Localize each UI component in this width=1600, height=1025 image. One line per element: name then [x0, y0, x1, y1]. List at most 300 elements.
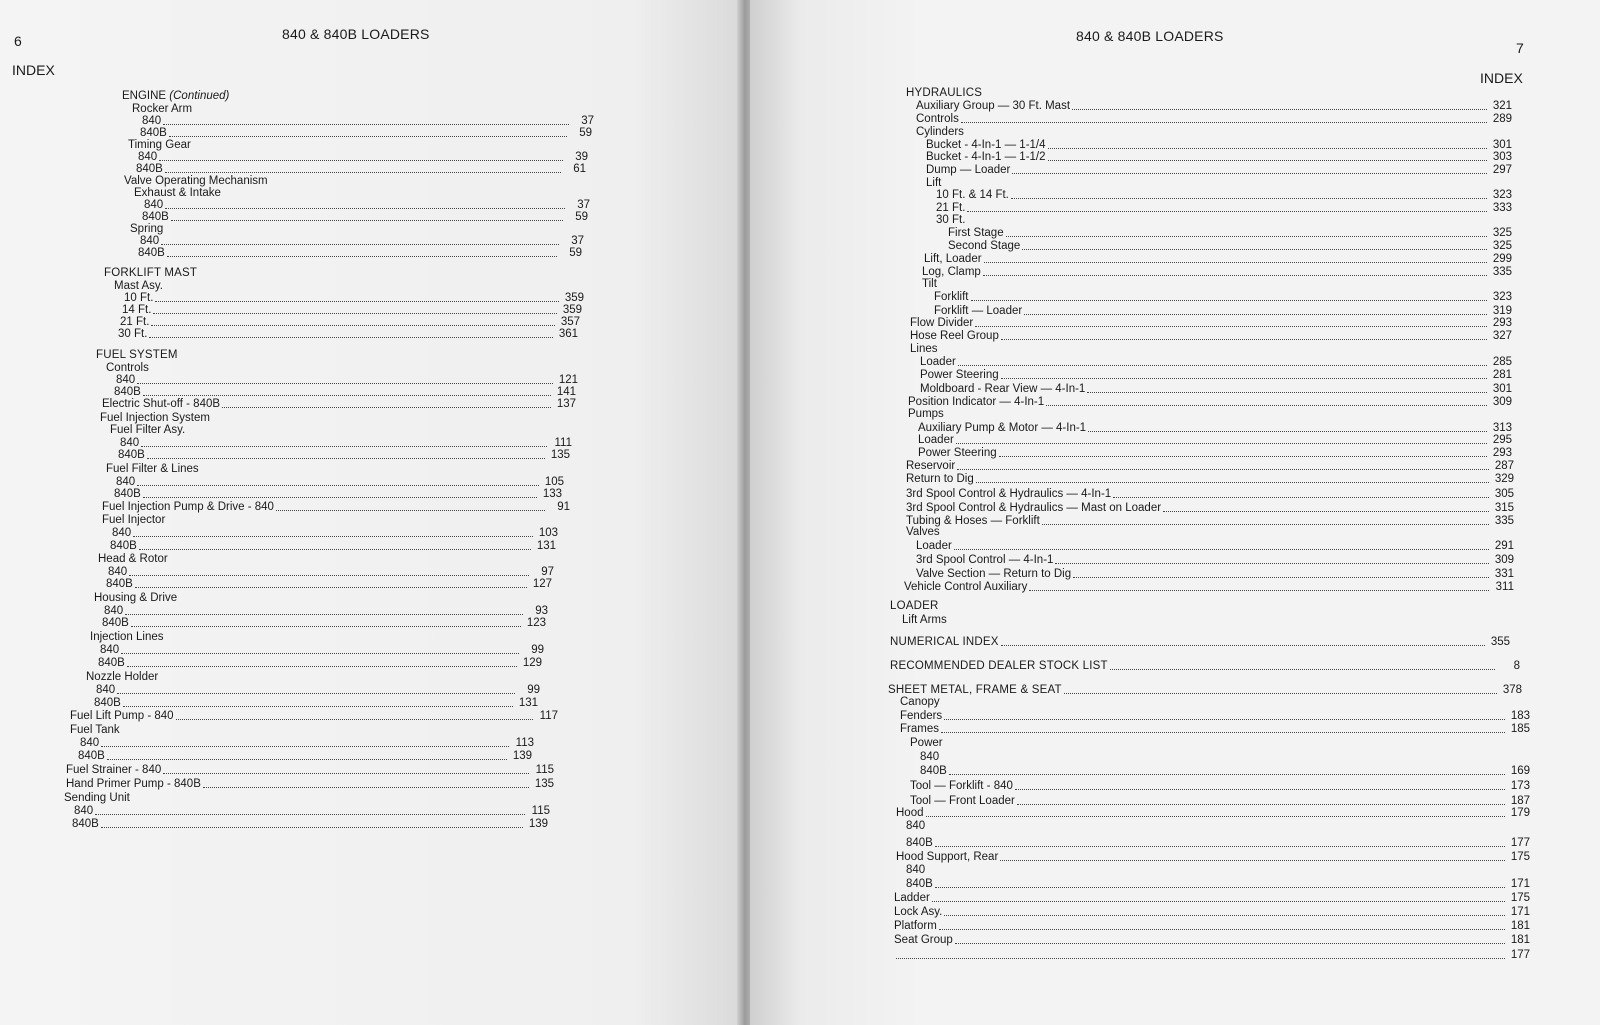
dot-leader — [1000, 860, 1505, 861]
index-entry-page: 111 — [554, 437, 572, 449]
index-entry — [920, 369, 1512, 382]
index-entry — [936, 189, 1512, 202]
index-entry — [936, 214, 1512, 227]
index-entry-label: Hood Support, Rear — [896, 851, 999, 863]
dot-leader — [127, 666, 517, 667]
index-entry-label: Spring — [130, 223, 164, 235]
index-entry-page: 129 — [522, 657, 542, 669]
index-entry-label: Fuel Lift Pump - 840 — [70, 710, 174, 722]
right-index-label: INDEX — [1480, 70, 1523, 86]
index-entry — [894, 934, 1530, 947]
index-entry-label: Second Stage — [948, 240, 1021, 252]
index-entry — [86, 671, 556, 684]
index-entry-label: 840 — [906, 864, 926, 876]
index-entry — [910, 330, 1512, 343]
index-entry-page: 313 — [1492, 422, 1512, 434]
index-entry — [94, 697, 538, 710]
index-entry-label: 3rd Spool Control & Hydraulics — 4-In-1 — [906, 488, 1112, 500]
index-entry — [906, 502, 1514, 515]
index-entry-label: Fenders — [900, 710, 943, 722]
dot-leader — [129, 575, 529, 576]
index-entry-label: 10 Ft. — [124, 292, 154, 304]
index-entry-page: 171 — [1510, 906, 1530, 918]
index-entry-label: Exhaust & Intake — [134, 187, 221, 199]
index-entry-label: Fuel Strainer - 840 — [66, 764, 162, 776]
index-entry-label: NUMERICAL INDEX — [890, 636, 999, 648]
index-entry-page: 293 — [1492, 447, 1512, 459]
right-page — [750, 0, 1600, 1025]
index-entry-page: 321 — [1492, 100, 1512, 112]
dot-leader — [276, 510, 545, 511]
left-page-number: 6 — [14, 33, 22, 49]
dot-leader — [1087, 392, 1487, 393]
index-entry — [926, 164, 1512, 177]
index-entry-label: 840B — [140, 127, 167, 139]
index-entry-page: 91 — [557, 501, 570, 513]
index-entry-label: 840B — [138, 247, 165, 259]
index-entry — [906, 87, 1306, 100]
index-entry-page: 61 — [573, 163, 586, 175]
index-entry-label: Auxiliary Group — 30 Ft. Mast — [916, 100, 1071, 112]
dot-leader — [1001, 645, 1485, 646]
index-entry-page: 139 — [512, 750, 532, 762]
index-entry-label: ENGINE (Continued) — [122, 90, 230, 102]
dot-leader — [954, 549, 1489, 550]
index-entry-label: 840B — [110, 540, 137, 552]
index-entry-page: 323 — [1492, 291, 1512, 303]
index-entry — [904, 581, 1514, 594]
dot-leader — [1072, 109, 1487, 110]
dot-leader — [163, 124, 569, 125]
index-entry-label: Fuel Injection System — [100, 412, 210, 424]
dot-leader — [151, 325, 555, 326]
index-entry — [906, 526, 1514, 539]
index-entry-label: Lock Asy. — [894, 906, 943, 918]
index-entry — [66, 778, 554, 791]
index-entry-label: Dump — Loader — [926, 164, 1011, 176]
index-entry — [920, 356, 1512, 369]
dot-leader — [1017, 804, 1505, 805]
index-entry — [114, 488, 562, 501]
index-entry-label: First Stage — [948, 227, 1004, 239]
index-entry-label: Tubing & Hoses — Forklift — [906, 515, 1040, 527]
index-entry-label: Loader — [916, 540, 952, 552]
index-entry-label: 840B — [906, 837, 933, 849]
index-entry — [924, 253, 1512, 266]
dot-leader — [971, 300, 1488, 301]
index-entry-page: 309 — [1494, 554, 1514, 566]
index-entry-page: 287 — [1494, 460, 1514, 472]
index-entry-label: 840 — [138, 151, 158, 163]
index-entry — [138, 247, 582, 260]
index-entry — [98, 553, 566, 566]
index-entry — [900, 723, 1530, 736]
index-entry-page: 169 — [1510, 765, 1530, 777]
index-entry — [900, 710, 1530, 723]
index-entry-label: Seat Group — [894, 934, 953, 946]
index-entry — [948, 240, 1512, 253]
index-entry-page: 293 — [1492, 317, 1512, 329]
dot-leader — [95, 814, 525, 815]
index-entry-label: 840 — [116, 374, 136, 386]
index-entry-label: 840 — [140, 235, 160, 247]
index-entry-page: 305 — [1494, 488, 1514, 500]
dot-leader — [161, 244, 559, 245]
index-entry — [910, 317, 1512, 330]
index-entry — [94, 592, 564, 605]
dot-leader — [143, 395, 551, 396]
dot-leader — [975, 326, 1487, 327]
index-entry — [916, 100, 1512, 113]
index-entry — [890, 636, 1510, 649]
index-entry-label: Reservoir — [906, 460, 956, 472]
index-entry-page: 327 — [1492, 330, 1512, 342]
dot-leader — [1015, 789, 1505, 790]
index-entry-page: 355 — [1490, 636, 1510, 648]
index-entry — [934, 291, 1512, 304]
index-entry-page: 8 — [1513, 660, 1520, 672]
index-entry-page: 131 — [536, 540, 556, 552]
index-entry-label: Mast Asy. — [114, 280, 163, 292]
index-entry-page: 137 — [556, 398, 576, 410]
index-entry-page: 325 — [1492, 240, 1512, 252]
index-entry — [910, 737, 1530, 750]
index-entry-page: 181 — [1510, 920, 1530, 932]
index-entry — [80, 737, 534, 750]
index-entry-label: 840B — [920, 765, 947, 777]
index-entry-label: 840 — [144, 199, 164, 211]
index-entry-page: 329 — [1494, 473, 1514, 485]
dot-leader — [1055, 563, 1489, 564]
dot-leader — [1042, 524, 1489, 525]
index-entry-label: 840 — [74, 805, 94, 817]
index-entry — [910, 343, 1512, 356]
index-entry-page: 121 — [558, 374, 578, 386]
index-entry-label: 840 — [920, 751, 940, 763]
index-entry-page: 59 — [569, 247, 582, 259]
index-entry — [906, 820, 1530, 833]
index-entry-page: 357 — [560, 316, 580, 328]
dot-leader — [949, 774, 1505, 775]
index-entry — [916, 568, 1514, 581]
index-entry-page: 335 — [1492, 266, 1512, 278]
dot-leader — [169, 136, 567, 137]
dot-leader — [1022, 249, 1487, 250]
index-entry-label: Loader — [918, 434, 954, 446]
dot-leader — [976, 482, 1489, 483]
index-entry-label: 840B — [906, 878, 933, 890]
dot-leader — [896, 958, 1505, 959]
right-page-number: 7 — [1516, 40, 1524, 56]
dot-leader — [961, 122, 1487, 123]
index-entry — [96, 349, 566, 362]
dot-leader — [176, 719, 533, 720]
index-entry-label: Lines — [910, 343, 938, 355]
dot-leader — [1048, 148, 1487, 149]
index-entry — [64, 792, 552, 805]
index-entry-label: Rocker Arm — [132, 103, 193, 115]
index-entry-label: 3rd Spool Control & Hydraulics — Mast on Loader — [906, 502, 1162, 514]
index-entry-label: Power Steering — [920, 369, 999, 381]
index-entry-label: 840B — [114, 386, 141, 398]
dot-leader — [1012, 173, 1487, 174]
index-entry — [918, 434, 1512, 447]
index-entry — [916, 554, 1514, 567]
dot-leader — [137, 383, 553, 384]
index-entry-page: 359 — [562, 304, 582, 316]
index-entry-page: 139 — [528, 818, 548, 830]
index-entry-page: 319 — [1492, 305, 1512, 317]
index-entry-page: 359 — [564, 292, 584, 304]
index-entry-page: 103 — [538, 527, 558, 539]
dot-leader — [1001, 339, 1487, 340]
index-entry — [900, 696, 1520, 709]
dot-leader — [1046, 405, 1487, 406]
index-entry-page: 333 — [1492, 202, 1512, 214]
dot-leader — [1011, 198, 1487, 199]
dot-leader — [101, 827, 523, 828]
dot-leader — [1029, 590, 1489, 591]
index-entry-label: 30 Ft. — [936, 214, 966, 226]
index-entry — [908, 408, 1512, 421]
index-entry-page: 105 — [544, 476, 564, 488]
index-entry — [920, 751, 1530, 764]
index-entry-label: FUEL SYSTEM — [96, 349, 178, 361]
index-entry — [70, 724, 558, 737]
index-entry-label: Housing & Drive — [94, 592, 178, 604]
index-entry-label: Sending Unit — [64, 792, 130, 804]
index-entry-label: Timing Gear — [128, 139, 191, 151]
dot-leader — [1006, 236, 1487, 237]
index-entry-label: Moldboard - Rear View — 4-In-1 — [920, 383, 1086, 395]
index-entry-page: 177 — [1510, 949, 1530, 961]
index-entry-label: LOADER — [890, 600, 939, 612]
index-entry-page: 37 — [577, 199, 590, 211]
dot-leader — [926, 816, 1506, 817]
dot-leader — [955, 943, 1505, 944]
index-entry-label: HYDRAULICS — [906, 87, 983, 99]
index-entry-label: 840 — [906, 820, 926, 832]
dot-leader — [135, 587, 527, 588]
index-entry-page: 309 — [1492, 396, 1512, 408]
index-entry-label: 30 Ft. — [118, 328, 148, 340]
index-entry-label: Hood — [896, 807, 924, 819]
dot-leader — [944, 915, 1505, 916]
right-page-header: 840 & 840B LOADERS — [1076, 28, 1224, 44]
index-entry-page: 141 — [556, 386, 576, 398]
index-entry-page: 311 — [1495, 581, 1514, 593]
index-entry-label: Lift, Loader — [924, 253, 982, 265]
index-entry-page: 335 — [1494, 515, 1514, 527]
index-entry-page: 301 — [1492, 383, 1512, 395]
index-entry-label: Bucket - 4-In-1 — 1-1/4 — [926, 139, 1046, 151]
index-entry-label: 10 Ft. & 14 Ft. — [936, 189, 1009, 201]
index-entry — [906, 837, 1530, 850]
index-entry-label: 840B — [106, 578, 133, 590]
dot-leader — [1113, 497, 1489, 498]
index-entry — [78, 750, 532, 763]
index-entry — [910, 780, 1530, 793]
index-entry — [906, 473, 1514, 486]
index-entry-label: Hand Primer Pump - 840B — [66, 778, 201, 790]
dot-leader — [956, 443, 1487, 444]
index-entry — [922, 278, 1512, 291]
index-entry-label: 840 — [112, 527, 132, 539]
index-entry-label: Tilt — [922, 278, 937, 290]
index-entry-label: 840 — [108, 566, 128, 578]
index-entry-page: 115 — [535, 764, 554, 776]
index-entry-label: Valve Section — Return to Dig — [916, 568, 1072, 580]
index-entry-page: 323 — [1492, 189, 1512, 201]
dot-leader — [967, 211, 1487, 212]
index-entry — [916, 540, 1514, 553]
index-entry — [918, 447, 1512, 460]
index-entry-label: 21 Ft. — [120, 316, 150, 328]
dot-leader — [137, 485, 539, 486]
index-entry-label: Lift — [926, 177, 942, 189]
index-entry-page: 93 — [535, 605, 548, 617]
index-entry — [102, 617, 546, 630]
index-entry-label: Fuel Tank — [70, 724, 120, 736]
index-entry-page: 291 — [1494, 540, 1514, 552]
index-entry-label: Fuel Filter & Lines — [106, 463, 199, 475]
index-entry-label: 840B — [72, 818, 99, 830]
index-entry — [66, 764, 554, 777]
index-entry-page: 131 — [518, 697, 538, 709]
dot-leader — [171, 220, 563, 221]
dot-leader — [935, 887, 1505, 888]
index-entry-label: Frames — [900, 723, 939, 735]
index-entry-label: Power Steering — [918, 447, 997, 459]
index-entry-label: Fuel Injection Pump & Drive - 840 — [102, 501, 274, 513]
index-entry-label: Controls — [106, 362, 149, 374]
index-entry-page: 295 — [1492, 434, 1512, 446]
index-entry-label: Controls — [916, 113, 959, 125]
index-entry-page: 133 — [542, 488, 562, 500]
index-entry-label: 840 — [142, 115, 162, 127]
dot-leader — [1024, 314, 1487, 315]
index-entry-page: 187 — [1510, 795, 1530, 807]
index-entry-label: 840B — [102, 617, 129, 629]
dot-leader — [1048, 160, 1487, 161]
index-entry — [916, 126, 1512, 139]
dot-leader — [163, 773, 529, 774]
index-entry-page: 99 — [531, 644, 544, 656]
index-entry-label: 3rd Spool Control — 4-In-1 — [916, 554, 1054, 566]
dot-leader — [941, 732, 1505, 733]
index-entry-page: 183 — [1510, 710, 1530, 722]
index-entry-page: 127 — [532, 578, 552, 590]
dot-leader — [958, 365, 1487, 366]
index-entry — [926, 151, 1512, 164]
dot-leader — [159, 160, 563, 161]
index-entry-page: 285 — [1492, 356, 1512, 368]
dot-leader — [149, 337, 553, 338]
index-entry-label: Return to Dig — [906, 473, 974, 485]
index-entry-label: Platform — [894, 920, 937, 932]
index-entry — [74, 805, 550, 818]
index-entry-page: 289 — [1492, 113, 1512, 125]
index-entry-page: 179 — [1510, 807, 1530, 819]
index-entry-label: Power — [910, 737, 943, 749]
index-entry-page: 361 — [558, 328, 578, 340]
index-entry-page: 175 — [1510, 851, 1530, 863]
index-entry — [118, 449, 570, 462]
dot-leader — [1073, 577, 1489, 578]
index-entry — [118, 328, 578, 341]
index-entry — [110, 540, 556, 553]
left-index-label: INDEX — [12, 62, 55, 78]
index-entry — [906, 864, 1530, 877]
dot-leader — [165, 208, 565, 209]
index-entry-label: Cylinders — [916, 126, 964, 138]
index-entry — [920, 765, 1530, 778]
dot-leader — [143, 497, 537, 498]
index-entry — [920, 383, 1512, 396]
index-entry-page: 39 — [575, 151, 588, 163]
index-entry-label: 840 — [116, 476, 136, 488]
index-entry-page: 97 — [541, 566, 554, 578]
index-entry-label: 840 — [100, 644, 120, 656]
dot-leader — [153, 313, 557, 314]
index-entry-label: 840B — [136, 163, 163, 175]
index-entry-label: Ladder — [894, 892, 930, 904]
index-entry-page: 135 — [550, 449, 570, 461]
index-entry-page: 185 — [1510, 723, 1530, 735]
index-entry-label: 21 Ft. — [936, 202, 966, 214]
index-entry-page: 59 — [579, 127, 592, 139]
index-entry-page: 177 — [1510, 837, 1530, 849]
index-entry-label: 840B — [114, 488, 141, 500]
index-entry-page: 171 — [1510, 878, 1530, 890]
index-entry-page: 123 — [526, 617, 546, 629]
index-entry-label: Tool — Forklift - 840 — [910, 780, 1013, 792]
index-entry-label: SHEET METAL, FRAME & SEAT — [888, 684, 1062, 696]
dot-leader — [133, 536, 533, 537]
index-entry — [894, 920, 1530, 933]
index-entry-label: Log, Clamp — [922, 266, 981, 278]
left-page — [0, 0, 745, 1025]
index-entry-page: 113 — [515, 737, 534, 749]
dot-leader — [101, 746, 509, 747]
dot-leader — [222, 407, 551, 408]
index-entry-label: Tool — Front Loader — [910, 795, 1015, 807]
dot-leader — [125, 614, 523, 615]
index-entry — [906, 460, 1514, 473]
index-entry-page: 301 — [1492, 139, 1512, 151]
index-entry — [906, 878, 1530, 891]
index-entry — [894, 906, 1530, 919]
index-entry-label: 14 Ft. — [122, 304, 152, 316]
index-entry-label: 840B — [94, 697, 121, 709]
index-entry — [96, 684, 540, 697]
index-entry-label: Valve Operating Mechanism — [124, 175, 268, 187]
index-entry — [890, 660, 1520, 673]
index-entry — [110, 424, 580, 437]
index-entry — [902, 614, 1302, 627]
index-entry-page: 303 — [1492, 151, 1512, 163]
index-entry-page: 37 — [571, 235, 584, 247]
dot-leader — [123, 706, 513, 707]
index-entry-label: Vehicle Control Auxiliary — [904, 581, 1028, 593]
index-entry — [104, 267, 574, 280]
index-entry-label: Forklift — Loader — [934, 305, 1023, 317]
index-entry — [948, 227, 1512, 240]
index-entry-label: Pumps — [908, 408, 944, 420]
index-entry-page: 173 — [1510, 780, 1530, 792]
index-entry-page: 37 — [581, 115, 594, 127]
dot-leader — [939, 929, 1505, 930]
